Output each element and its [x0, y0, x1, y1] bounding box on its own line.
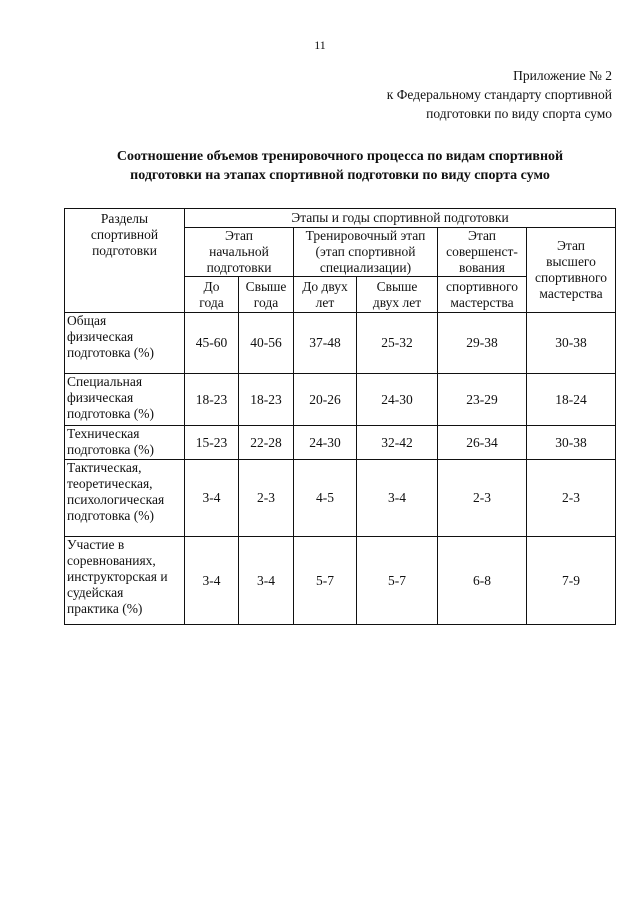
- sub-column-header: [357, 277, 438, 313]
- cell-text-line: судейская: [67, 585, 124, 600]
- cell-text-line: Этап: [467, 228, 496, 243]
- value-cell: 26-34: [438, 426, 527, 460]
- value-cell: 18-23: [239, 374, 294, 426]
- value-cell: 4-5: [294, 460, 357, 537]
- cell-text-line: Специальная: [67, 374, 143, 389]
- table-row: [65, 374, 616, 426]
- appendix-line: к Федеральному стандарту спортивной: [386, 87, 612, 102]
- value-cell: 3-4: [185, 460, 239, 537]
- appendix-line: подготовки по виду спорта сумо: [426, 106, 612, 121]
- table-body: [65, 209, 616, 625]
- value-cell: 7-9: [527, 537, 616, 625]
- sub-column-header: [185, 277, 239, 313]
- training-ratio-table: [64, 208, 616, 625]
- cell-text-line: Разделы: [100, 211, 149, 226]
- cell-text-line: психологическая: [67, 492, 165, 507]
- value-cell: 2-3: [527, 460, 616, 537]
- cell-text-line: лет: [315, 294, 335, 310]
- cell-text-line: совершенст-: [446, 244, 518, 259]
- appendix-reference: [282, 66, 612, 123]
- value-cell: 2-3: [239, 460, 294, 537]
- value-cell: 40-56: [239, 313, 294, 374]
- corner-header-cell: [65, 209, 185, 313]
- row-label-cell: [65, 374, 185, 426]
- sub-column-header: [294, 277, 357, 313]
- table-row: [65, 460, 616, 537]
- value-cell: 23-29: [438, 374, 527, 426]
- value-cell: 18-23: [185, 374, 239, 426]
- value-cell: 2-3: [438, 460, 527, 537]
- value-cell: 32-42: [357, 426, 438, 460]
- cell-text-line: спортивного: [446, 278, 518, 294]
- value-cell: 37-48: [294, 313, 357, 374]
- document-title: [60, 147, 620, 185]
- cell-text-line: начальной: [209, 244, 269, 259]
- value-cell: 30-38: [527, 313, 616, 374]
- stage-improvement-header: [438, 228, 527, 277]
- cell-text-line: подготовка (%): [67, 345, 155, 360]
- cell-text-line: вования: [459, 260, 505, 275]
- value-cell: 20-26: [294, 374, 357, 426]
- cell-text-line: подготовка (%): [67, 406, 155, 421]
- cell-text-line: (этап спортивной: [315, 244, 416, 259]
- value-cell: 24-30: [294, 426, 357, 460]
- cell-text-line: практика (%): [67, 601, 143, 616]
- value-cell: 25-32: [357, 313, 438, 374]
- row-label-cell: [65, 537, 185, 625]
- value-cell: 5-7: [294, 537, 357, 625]
- group-header-cell: Этапы и годы спортивной подготовки: [185, 209, 616, 228]
- cell-text-line: спортивного: [535, 270, 607, 285]
- value-cell: 3-4: [185, 537, 239, 625]
- cell-text-line: Свыше: [376, 278, 418, 294]
- cell-text-line: высшего: [546, 254, 596, 269]
- cell-text-line: года: [253, 294, 279, 310]
- table-row: [65, 537, 616, 625]
- stage-improvement-subheader: [438, 277, 527, 313]
- value-cell: 6-8: [438, 537, 527, 625]
- cell-text-line: Участие в: [67, 537, 125, 552]
- stage-initial-header: [185, 228, 294, 277]
- cell-text-line: подготовки: [206, 260, 272, 275]
- value-cell: 15-23: [185, 426, 239, 460]
- cell-text-line: физическая: [67, 390, 134, 405]
- page-number: 11: [314, 38, 326, 52]
- sub-column-header: [239, 277, 294, 313]
- appendix-line: Приложение № 2: [513, 68, 612, 83]
- cell-text-line: Общая: [67, 313, 107, 328]
- cell-text-line: теоретическая,: [67, 476, 153, 491]
- cell-text-line: подготовки: [92, 243, 157, 258]
- stage-highest-header: [527, 228, 616, 313]
- row-label-cell: [65, 460, 185, 537]
- value-cell: 3-4: [239, 537, 294, 625]
- cell-text-line: специализации): [319, 260, 412, 275]
- value-cell: 29-38: [438, 313, 527, 374]
- cell-text-line: Тактическая,: [67, 460, 142, 475]
- cell-text-line: соревнованиях,: [67, 553, 156, 568]
- cell-text-line: подготовка (%): [67, 508, 155, 523]
- cell-text-line: Тренировочный этап: [305, 228, 426, 243]
- title-line: подготовки на этапах спортивной подготовки по виду спорта сумо: [130, 168, 550, 183]
- table-header-row: [65, 209, 616, 228]
- cell-text-line: года: [199, 294, 224, 310]
- cell-text-line: двух лет: [372, 294, 422, 310]
- value-cell: 18-24: [527, 374, 616, 426]
- value-cell: 3-4: [357, 460, 438, 537]
- cell-text-line: До: [203, 278, 220, 294]
- row-label-cell: [65, 313, 185, 374]
- cell-text-line: До двух: [302, 278, 348, 294]
- cell-text-line: Этап: [224, 228, 253, 243]
- row-label-cell: [65, 426, 185, 460]
- cell-text-line: Свыше: [245, 278, 287, 294]
- value-cell: 22-28: [239, 426, 294, 460]
- cell-text-line: мастерства: [539, 286, 603, 301]
- cell-text-line: физическая: [67, 329, 134, 344]
- cell-text-line: инструкторская и: [67, 569, 168, 584]
- cell-text-line: Техническая: [67, 426, 140, 441]
- value-cell: 24-30: [357, 374, 438, 426]
- table-row: [65, 426, 616, 460]
- value-cell: 30-38: [527, 426, 616, 460]
- title-line: Соотношение объемов тренировочного процесса по видам спортивной: [116, 149, 564, 164]
- cell-text-line: Этап: [556, 238, 585, 253]
- cell-text-line: мастерства: [450, 294, 514, 310]
- cell-text-line: спортивной: [90, 227, 159, 242]
- cell-text-line: подготовка (%): [67, 442, 155, 457]
- table-row: [65, 313, 616, 374]
- stage-training-header: [294, 228, 438, 277]
- value-cell: 45-60: [185, 313, 239, 374]
- value-cell: 5-7: [357, 537, 438, 625]
